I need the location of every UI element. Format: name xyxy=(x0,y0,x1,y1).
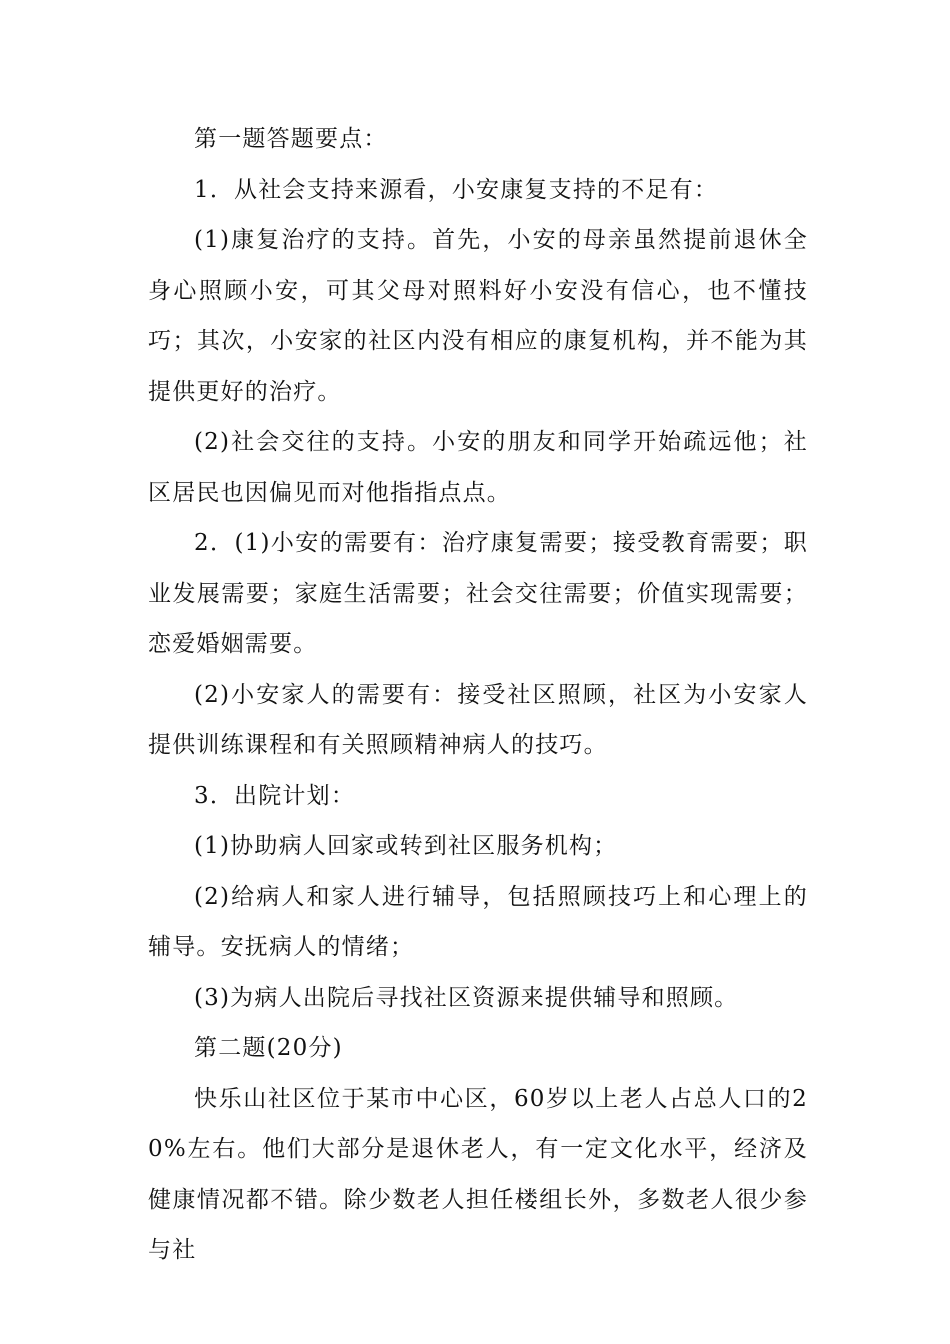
paragraph-case-description: 快乐山社区位于某市中心区，60岁以上老人占总人口的20%左右。他们大部分是退休老人，有一定文化水平，经济及健康情况都不错。除少数老人担任楼组长外，多数老人很少参与社 xyxy=(148,1085,808,1263)
paragraph-1-1-rehab-support: (1)康复治疗的支持。首先，小安的母亲虽然提前退休全身心照顾小安，可其父母对照料好小安没有信心，也不懂技巧；其次，小安家的社区内没有相应的康复机构，并不能为其提供更好的治疗。 xyxy=(148,227,808,405)
paragraph-1-social-support: 1．从社会支持来源看，小安康复支持的不足有： xyxy=(194,176,719,203)
paragraph-2-2-family-needs: (2)小安家人的需要有：接受社区照顾，社区为小安家人提供训练课程和有关照顾精神病人的技巧。 xyxy=(148,681,808,758)
paragraph-2-1-needs: 2．(1)小安的需要有：治疗康复需要；接受教育需要；职业发展需要；家庭生活需要；社会交往需要；价值实现需要；恋爱婚姻需要。 xyxy=(148,530,808,657)
paragraph-3-2: (2)给病人和家人进行辅导，包括照顾技巧上和心理上的辅导。安抚病人的情绪； xyxy=(148,883,808,960)
paragraph-3-1: (1)协助病人回家或转到社区服务机构； xyxy=(194,833,618,859)
heading-second-question: 第二题(20分) xyxy=(194,1035,343,1061)
heading-first-question-points: 第一题答题要点： xyxy=(194,126,388,152)
paragraph-3-discharge-plan: 3．出院计划： xyxy=(194,782,356,809)
document-body xyxy=(148,114,808,1276)
paragraph-3-3: (3)为病人出院后寻找社区资源来提供辅导和照顾。 xyxy=(194,984,739,1011)
paragraph-1-2-social-interaction: (2)社会交往的支持。小安的朋友和同学开始疏远他；社区居民也因偏见而对他指指点点。 xyxy=(148,429,808,506)
